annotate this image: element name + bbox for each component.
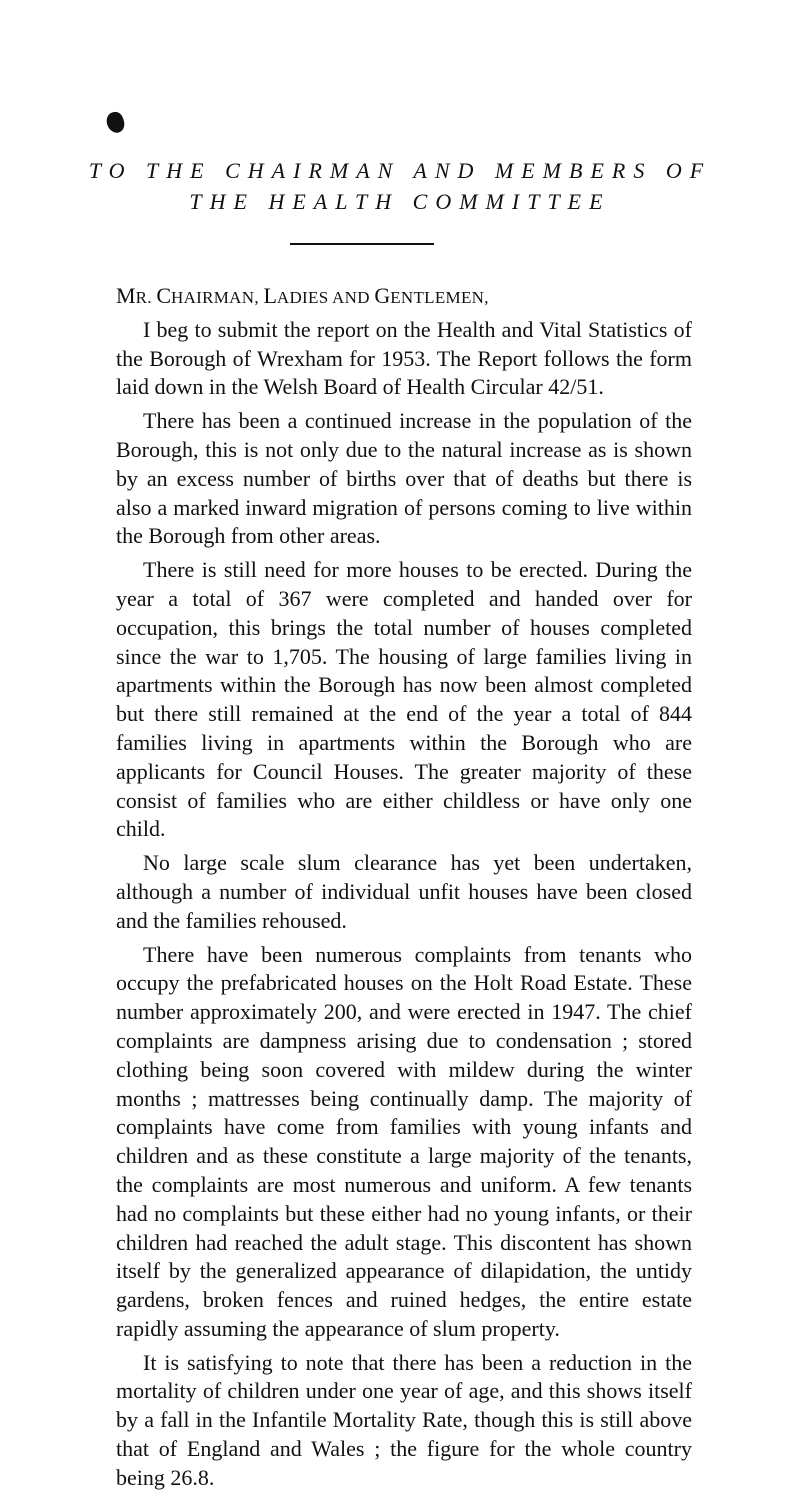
report-body — [116, 282, 692, 1498]
heading-line-1: TO THE CHAIRMAN AND MEMBERS OF — [88, 158, 712, 183]
ink-blot-mark — [104, 110, 127, 135]
salutation-initial-l: L — [263, 283, 277, 308]
paragraph-population: There has been a continued increase in the population of the Borough, this is not only due to the natural increase as is shown by an excess number of births over that of deaths but there is also a marked inward migration of persons coming to live within the Borough from other areas. — [116, 408, 692, 549]
salutation — [116, 282, 692, 313]
salutation-initial-m: M — [116, 283, 136, 308]
salutation-rest-m: R. — [135, 288, 157, 307]
paragraph-complaints: There have been numerous complaints from tenants who occupy the prefabricated houses on the Holt Road Estate. These number approximately 200, and were erected in 1947. The chief complaints are dampness arising due to condensation ; stored clothing being soon covered with mildew during the winter months ; mattresses being continually damp. The majority of complaints have come from families with young infants and children and as these constitute a large majority of the tenants, the complaints are most numerous and uniform. A few tenants had no complaints but these either had no young infants, or their children had reached the adult stage. This discontent has shown itself by the generalized appearance of dilapidation, the untidy gardens, broken fences and ruined hedges, the entire estate rapidly assuming the appearance of slum property. — [116, 941, 692, 1341]
heading-divider — [290, 243, 434, 245]
paragraph-intro: I beg to submit the report on the Health and Vital Statistics of the Borough of Wrexham for 1953. The Report follows the form laid down in the Welsh Board of Health Circular 42/51. — [116, 316, 692, 400]
salutation-rest-chairman: HAIRMAN, — [171, 288, 264, 307]
paragraph-housing: There is still need for more houses to be erected. During the year a total of 367 were completed and handed over for occupation, this brings the total number of houses completed since the war to 1,705. The housing of large families living in apartments within the Borough has now been almost completed but there still remained at the end of the year a total of 844 families living in apartments within the Borough who are applicants for Council Houses. The greater majority of these consist of families who are either childless or have only one child. — [116, 557, 692, 842]
salutation-rest-ladies: ADIES AND — [276, 288, 375, 307]
salutation-initial-c: C — [156, 283, 171, 308]
salutation-initial-g: G — [374, 283, 391, 308]
paragraph-slum-clearance: No large scale slum clearance has yet been undertaken, although a number of individual unfit houses have been closed and the families rehoused. — [116, 850, 692, 933]
heading-line-2: THE HEALTH COMMITTEE — [189, 189, 611, 214]
salutation-rest-gentlemen: ENTLEMEN, — [390, 288, 489, 307]
report-heading — [0, 155, 800, 217]
paragraph-infant-mortality: It is satisfying to note that there has been a reduction in the mortality of children under one year of age, and this shows itself by a fall in the Infantile Mortality Rate, though this is still above that of England and Wales ; the figure for the whole country being 26.8. — [116, 1349, 692, 1490]
